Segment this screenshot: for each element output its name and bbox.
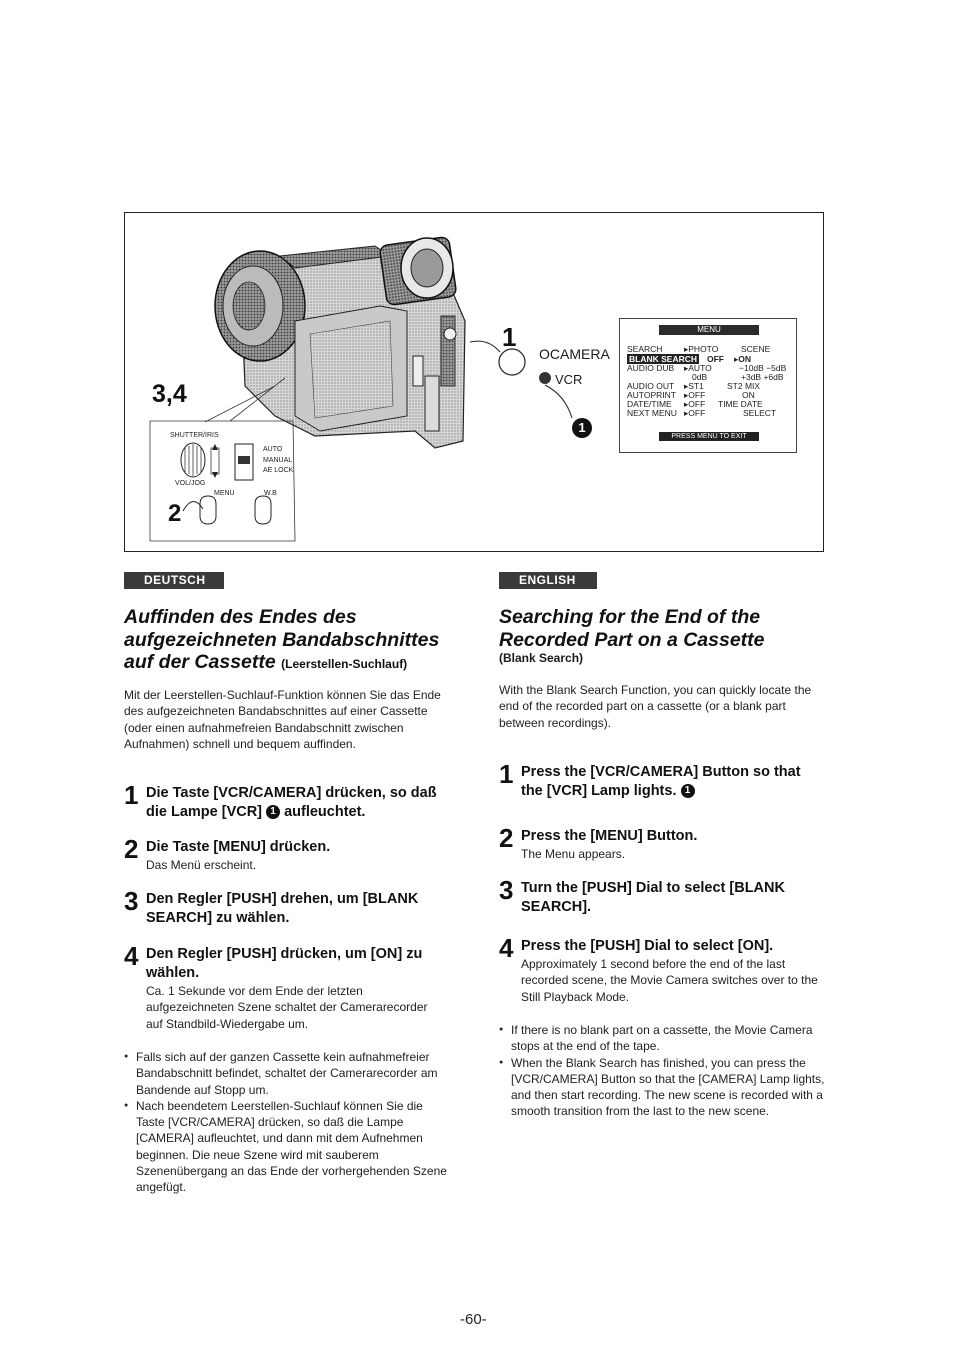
menu-row-option: ST2 MIX xyxy=(727,381,761,391)
menu-row: AUDIO OUT xyxy=(627,381,675,391)
list-item: ● When the Blank Search has finished, you can press the [VCR/CAMERA] Button so that the [CAMERA] Lamp lights, and then start recording. The new scene is recorded with a smooth transition from the last to the new scene. xyxy=(499,1055,829,1120)
menu-row: AUDIO DUB xyxy=(627,363,675,373)
menu-row-value: OFF xyxy=(707,354,724,364)
circled-number-badge: 1 xyxy=(266,805,280,819)
menu-row-value: 0dB xyxy=(692,372,708,382)
menu-row: SEARCH xyxy=(627,344,663,354)
auto-label: AUTO xyxy=(263,446,283,453)
menu-row-highlighted: BLANK SEARCH xyxy=(629,354,697,364)
menu-row: NEXT MENU xyxy=(627,408,677,418)
menu-row-value: ▸PHOTO xyxy=(684,344,719,354)
list-item: ● Nach beendetem Leerstellen-Suchlauf können Sie die Taste [VCR/CAMERA] drücken, so daß die Lampe [CAMERA] aufleuchtet, und dann mit dem Aufnehmen beginnen. Die neue Szene wird mit sauberem Szenenübergang an das Ende der vorhergehenden Szene angefügt. xyxy=(124,1098,454,1196)
menu-row-option: TIME DATE xyxy=(718,399,763,409)
menu-row-value: ▸OFF xyxy=(684,399,706,409)
list-item: ● If there is no blank part on a cassette, the Movie Camera stops at the end of the tape. xyxy=(499,1022,829,1055)
language-tag-english: ENGLISH xyxy=(499,572,597,589)
vcr-lamp-icon xyxy=(539,372,551,384)
section-subtitle-english: (Blank Search) xyxy=(499,651,584,665)
menu-row-option: −10dB −5dB xyxy=(739,363,787,373)
shutter-iris-label: SHUTTER/IRIS xyxy=(170,432,219,439)
vcr-lamp-label: VCR xyxy=(555,372,583,387)
menu-row-value: ▸AUTO xyxy=(684,363,712,373)
menu-row-option: SELECT xyxy=(743,408,777,418)
notes-list-deutsch xyxy=(124,1049,454,1196)
intro-paragraph-english: With the Blank Search Function, you can quickly locate the end of the recorded part on a cassette (or a blank part between recordings). xyxy=(499,683,812,730)
menu-row-option: ▸ON xyxy=(734,354,752,364)
ae-lock-label: AE LOCK xyxy=(263,467,294,474)
manual-label: MANUAL xyxy=(263,457,293,464)
list-item: ● Falls sich auf der ganzen Cassette kein aufnahmefreier Bandabschnitt befindet, schaltet der Camerarecorder am Bandende auf Stopp um. xyxy=(124,1049,454,1098)
vol-jog-label: VOL/JOG xyxy=(175,480,206,487)
circled-number-badge: 1 xyxy=(572,418,592,438)
camera-lamp-label: OCAMERA xyxy=(539,346,610,362)
menu-row-option: ON xyxy=(742,390,755,400)
step-label-3-4: 3,4 xyxy=(152,380,187,408)
menu-row-value: ▸OFF xyxy=(684,408,706,418)
section-subtitle-deutsch: (Leerstellen-Suchlauf) xyxy=(281,657,408,671)
section-title-english: Searching for the End of the Recorded Part on a Cassette xyxy=(499,606,765,651)
menu-row-value: ▸OFF xyxy=(684,390,706,400)
notes-list-english xyxy=(499,1022,829,1120)
menu-row: DATE/TIME xyxy=(627,399,672,409)
language-tag-deutsch: DEUTSCH xyxy=(124,572,224,589)
section-title-deutsch: Auffinden des Endes des aufgezeichneten Bandabschnittes auf der Cassette (Leerstellen-Suchlauf) xyxy=(124,606,440,673)
menu-row-option: +3dB +6dB xyxy=(741,372,784,382)
menu-screen-title: MENU xyxy=(659,325,759,335)
wb-button-label: W.B xyxy=(264,490,277,497)
circled-number-badge: 1 xyxy=(681,784,695,798)
menu-row-option: SCENE xyxy=(741,344,771,354)
page-number: -60- xyxy=(460,1311,487,1328)
menu-row: AUTOPRINT xyxy=(627,390,676,400)
step-label-1: 1 xyxy=(502,322,517,352)
menu-row-value: ▸ST1 xyxy=(684,381,704,391)
step-label-2: 2 xyxy=(168,500,182,527)
menu-exit-banner: PRESS MENU TO EXIT xyxy=(659,432,759,441)
menu-button-label: MENU xyxy=(214,490,235,497)
intro-paragraph-deutsch: Mit der Leerstellen-Suchlauf-Funktion können Sie das Ende des aufgezeichneten Bandabschnittes auf einer Cassette (oder einen aufnahmefreien Bandabschnitt zwischen Aufnahmen) schnell und bequem auffinden. xyxy=(124,688,441,751)
